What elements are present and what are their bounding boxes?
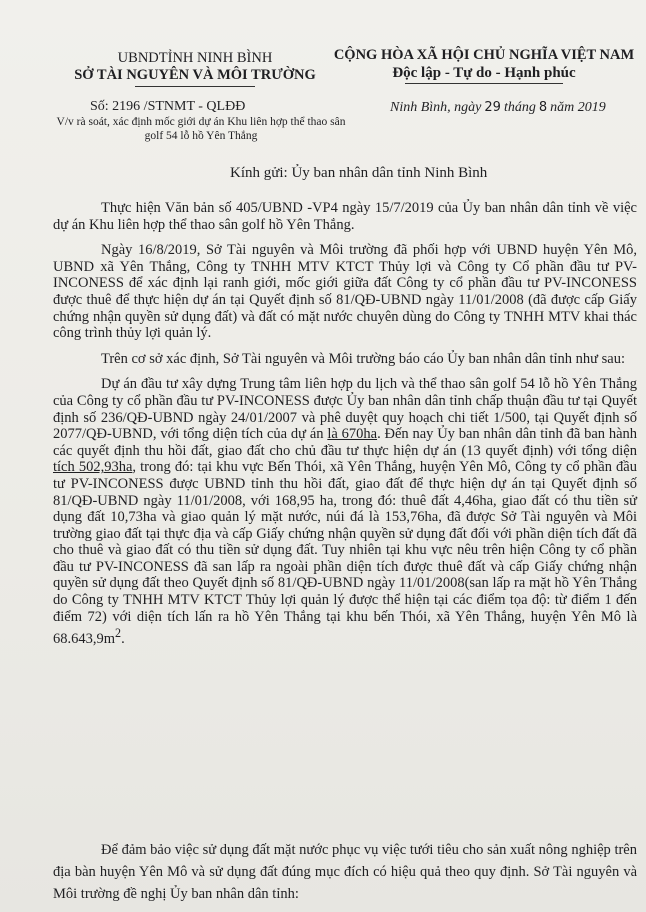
document-date <box>390 100 606 116</box>
national-motto-header <box>328 46 640 84</box>
department-name: SỞ TÀI NGUYÊN VÀ MÔI TRƯỜNG <box>74 67 316 83</box>
national-motto: Độc lập - Tự do - Hạnh phúc <box>392 65 576 81</box>
date-month-label: tháng <box>503 100 536 115</box>
country-name: CỘNG HÒA XÃ HỘI CHỦ NGHĨA VIỆT NAM <box>333 47 635 63</box>
p4-part-c: . Đến nay Ủy ban nhân dân tỉnh đã ban hành các quyết định thu hồi đất, giao đất cho chủ đầu tư thực hiện dự án (13 quyết định) với tổng diện <box>53 426 638 459</box>
date-place: Ninh Bình, ngày <box>390 100 482 115</box>
document-subject: V/v rà soát, xác định mốc giới dự án Khu liên hợp thể thao sân golf 54 lỗ hồ Yên Thắng <box>56 116 346 142</box>
p4-superscript: 2 <box>115 626 122 641</box>
issuing-agency-header <box>70 50 320 87</box>
paragraph-4 <box>53 376 637 647</box>
provincial-committee-name: UBNDTỈNH NINH BÌNH <box>117 50 273 66</box>
closing-section <box>53 839 637 905</box>
date-month: 8 <box>538 100 548 115</box>
p4-part-e: , trong đó: tại khu vực Bến Thói, xã Yên Thắng, huyện Yên Mô, Công ty cổ phần đầu tư PV-INCONESS được UBND tỉnh thu hồi đất, giao đất để thực hiện dự án tại Quyết định số 81/QĐ-UBND ngày 11/01/2008, với 168,95 ha, trong đó: thuê đất 4,46ha, giao đất có thu tiền sử dụng đất 10,73ha và giao quản lý mặt nước, núi đá là 153,76ha, đã được Sở Tài nguyên và Môi trường giao đất tại thực địa và cấp Giấy chứng nhận quyền sử dụng đất đối với phần diện tích đất đã cho thuê và giao đất có thu tiền sử dụng đất. Tuy nhiên tại khu vực nêu trên hiện Công ty cổ phần đầu tư PV-INCONESS đã san lấp ra ngoài phần diện tích được thuê đất và cấp Giấy chứng nhận quyền sử dụng đất theo Quyết định số 81/QĐ-UBND ngày 11/01/2008(san lấp ra mặt hồ Yên Thắng do Công ty TNHH MTV KTCT Thủy lợi quản lý được thể hiện tại các điểm tọa độ: từ điểm 1 đến điểm 72) với diện tích lấn ra hồ Yên Thắng tại khu bến Thói, xã Yên Thắng, huyện Yên Mô là 68.643,9m <box>53 459 637 648</box>
header-underline <box>135 86 255 87</box>
motto-underline <box>405 83 563 84</box>
paragraph-3: Trên cơ sở xác định, Sở Tài nguyên và Môi trường báo cáo Ủy ban nhân dân tỉnh như sau: <box>101 350 626 367</box>
date-day: 29 <box>484 100 501 115</box>
paragraph-1: Thực hiện Văn bản số 405/UBND -VP4 ngày 15/7/2019 của Ủy ban nhân dân tỉnh về việc dự án Khu liên hợp thể thao sân golf hồ Yên Thắng. <box>53 200 637 233</box>
date-year: năm 2019 <box>550 100 606 115</box>
paragraph-5: Để đảm bảo việc sử dụng đất mặt nước phục vụ việc tưới tiêu cho sản xuất nông nghiệp trên địa bàn huyện Yên Mô và sử dụng đất đúng mục đích có hiệu quả theo quy định. Sở Tài nguyên và Môi trường đề nghị Ủy ban nhân dân tỉnh: <box>53 842 637 902</box>
salutation: Kính gửi: Ủy ban nhân dân tỉnh Ninh Bình <box>230 165 488 181</box>
p4-part-f: . <box>121 631 125 648</box>
paragraph-2: Ngày 16/8/2019, Sở Tài nguyên và Môi trường đã phối hợp với UBND huyện Yên Mô, UBND xã Yên Thắng, Công ty TNHH MTV KTCT Thủy lợi và Công ty Cổ phần đầu tư PV-INCONESS để xác định lại ranh giới, mốc giới giữa đất Công ty cổ phần đầu tư PV-INCONESS được thuê để thực hiện dự án tại Quyết định số 81/QĐ-UBND ngày 11/01/2008 (đã được cấp Giấy chứng nhận quyền sử dụng đất) và đất có mặt nước chuyên dùng do Công ty TNHH MTV khai thác công trình thủy lợi quản lý. <box>53 242 637 342</box>
underlined-area-670ha: là 670ha <box>327 426 378 443</box>
p4-part-a: Dự án đầu tư xây dựng Trung tâm liên hợp du lịch và thể thao sân golf 54 lỗ hồ Yên Thắng của Công ty cổ phần đầu tư PV-INCONESS được Ủy ban nhân dân tỉnh chấp thuận đầu tư tại Quyết định số 236/QĐ-UBND ngày 24/01/2007 và phê duyệt quy hoạch chi tiết 1/500, tại Quyết định số 2077/QĐ-UBND, với tổng diện tích của dự án <box>53 376 637 443</box>
underlined-area-502ha: tích 502,93ha <box>53 459 133 476</box>
document-body <box>53 200 637 657</box>
document-number: Số: 2196 /STNMT - QLĐĐ <box>90 99 246 114</box>
